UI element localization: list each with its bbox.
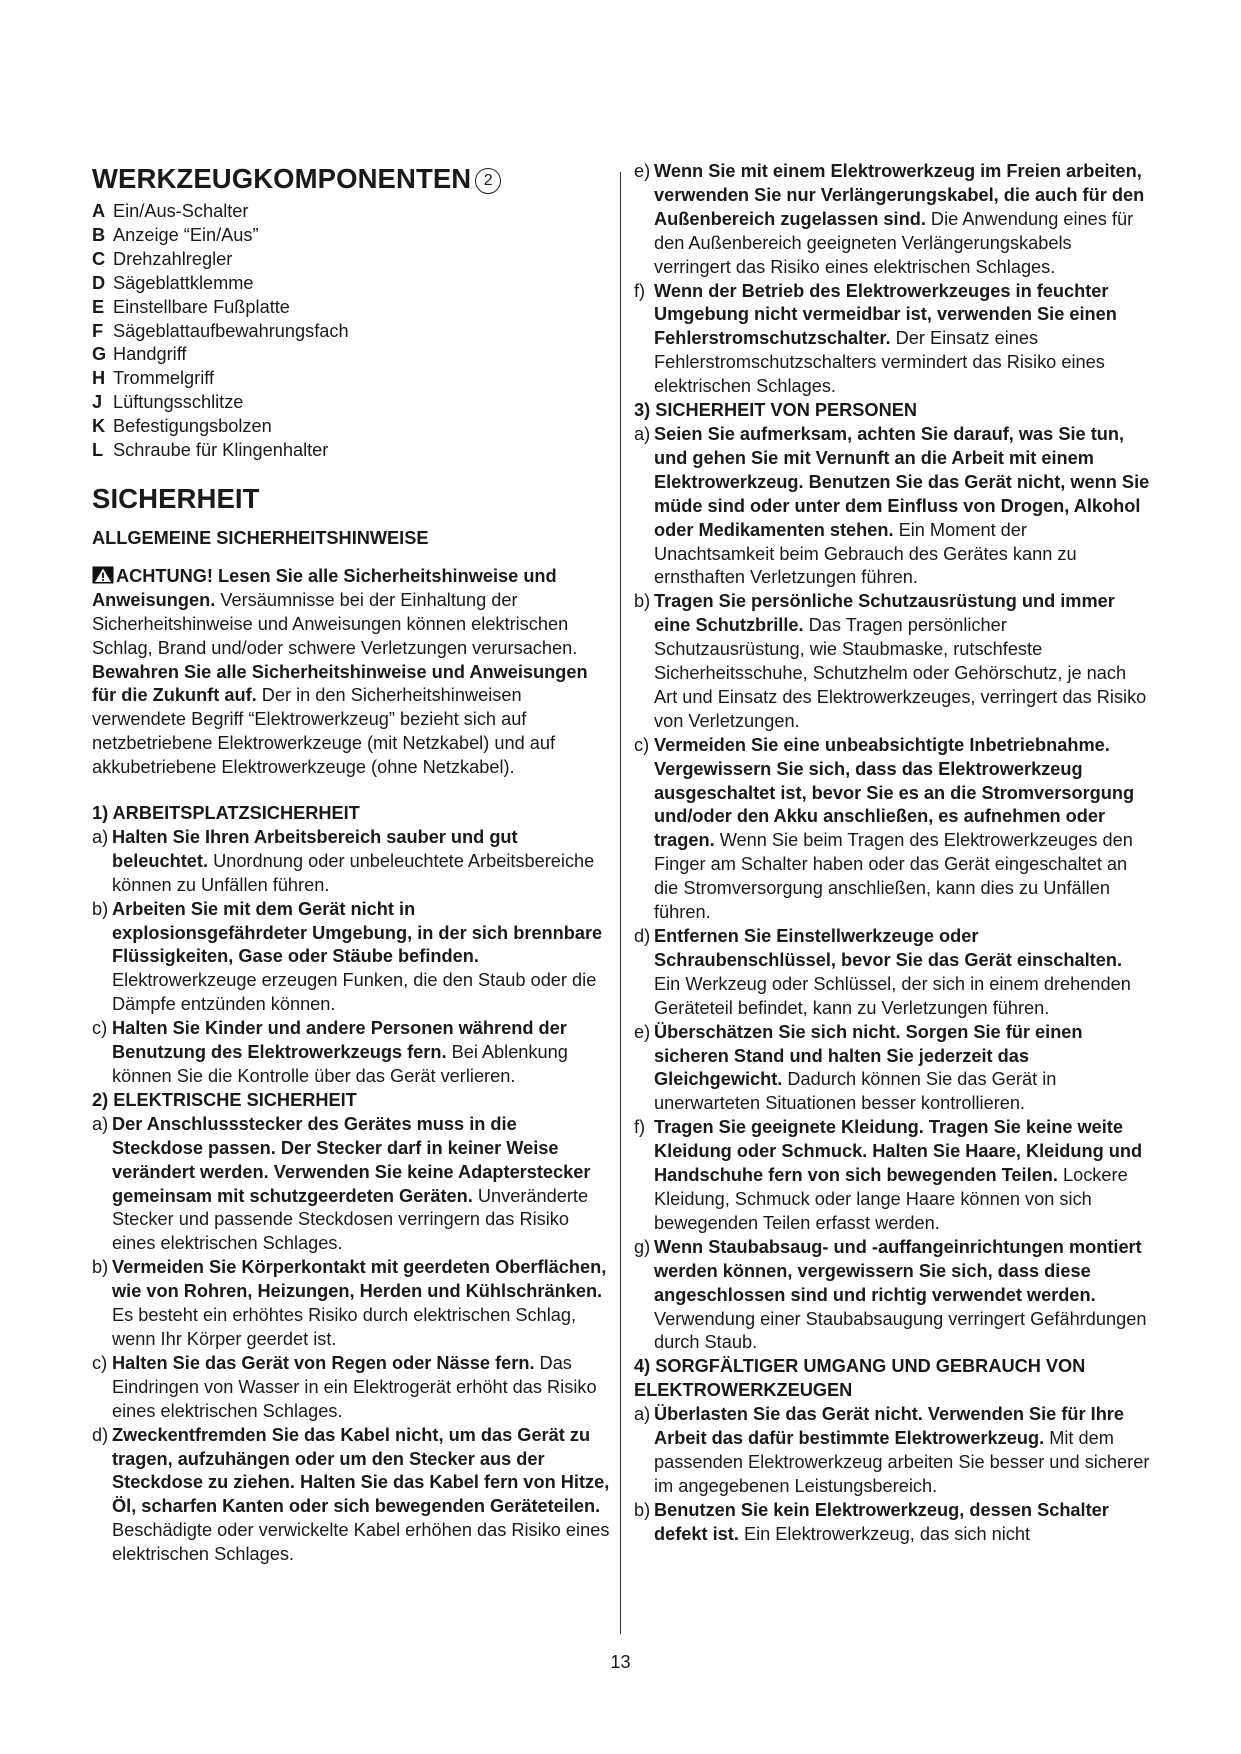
safety-item: c) Halten Sie das Gerät von Regen oder Nässe fern. Das Eindringen von Wasser in ein Elektrogerät erhöht das Risiko eines elektrischen Schlages. xyxy=(92,1352,597,1421)
components-heading xyxy=(92,163,610,195)
safety-item: f) Tragen Sie geeignete Kleidung. Tragen Sie keine weite Kleidung oder Schmuck. Halten Sie Haare, Kleidung und Handschuhe fern von sich bewegenden Teilen. Lockere Kleidung, Schmuck oder lange Haare können von sich bewegenden Teilen erfasst werden. xyxy=(634,1117,1143,1233)
component-item: A Ein/Aus-Schalter xyxy=(92,201,249,221)
component-item: J Lüftungsschlitze xyxy=(92,392,244,413)
section-workplace-title: 1) ARBEITSPLATZSICHERHEIT xyxy=(92,803,360,824)
safety-item: a) Halten Sie Ihren Arbeitsbereich sauber und gut beleuchtet. Unordnung oder unbeleuchtete Arbeitsbereiche können zu Unfällen führen. xyxy=(92,826,595,895)
left-column xyxy=(92,160,610,1567)
component-item: B Anzeige “Ein/Aus” xyxy=(92,224,259,245)
safety-item: d) Entfernen Sie Einstellwerkzeuge oder Schraubenschlüssel, bevor Sie das Gerät einschalten. Ein Werkzeug oder Schlüssel, der sich in einem drehenden Geräteteil befindet, kann zu Verletzungen führen. xyxy=(634,926,1131,1018)
safety-item: e) Überschätzen Sie sich nicht. Sorgen Sie für einen sicheren Stand und halten Sie jederzeit das Gleichgewicht. Dadurch können Sie das Gerät in unerwarteten Situationen besser kontrollieren. xyxy=(634,1021,1083,1114)
safety-item: d) Zweckentfremden Sie das Kabel nicht, um das Gerät zu tragen, aufzuhängen oder um den Stecker aus der Steckdose zu ziehen. Halten Sie das Kabel fern von Hitze, Öl, scharfen Kanten oder sich bewegenden Geräteteilen. Beschädigte oder verwickelte Kabel erhöhen das Risiko eines elektrischen Schlages. xyxy=(92,1424,610,1565)
component-item: C Drehzahlregler xyxy=(92,248,233,269)
warning-book-icon xyxy=(92,566,114,584)
safety-item: c) Vermeiden Sie eine unbeabsichtigte Inbetriebnahme. Vergewissern Sie sich, dass das Elektrowerkzeug ausgeschaltet ist, bevor Sie es an die Stromversorgung und/oder den Akku anschließen, es aufnehmen oder tragen. Wenn Sie beim Tragen des Elektrowerkzeuges den Finger am Schalter haben oder das Gerät eingeschaltet an die Stromversorgung anschließen, kann dies zu Unfällen führen. xyxy=(634,734,1135,923)
component-item: E Einstellbare Fußplatte xyxy=(92,296,290,317)
components-list xyxy=(92,200,610,463)
column-divider xyxy=(620,172,621,1634)
component-item: G Handgriff xyxy=(92,344,187,365)
section-tool-use-title: 4) SORGFÄLTIGER UMGANG UND GEBRAUCH VON ELEKTROWERKZEUGEN xyxy=(634,1356,1086,1401)
component-item: L Schraube für Klingenhalter xyxy=(92,440,329,461)
safety-item: c) Halten Sie Kinder und andere Personen während der Benutzung des Elektrowerkzeugs fern. Bei Ablenkung können Sie die Kontrolle über das Gerät verlieren. xyxy=(92,1018,568,1086)
safety-item: b) Tragen Sie persönliche Schutzausrüstung und immer eine Schutzbrille. Das Tragen persönlicher Schutzausrüstung, wie Staubmaske, rutschfeste Sicherheitsschuhe, Schutzhelm oder Gehörschutz, je nach Art und Einsatz des Elektrowerkzeuges, verringert das Risiko von Verletzungen. xyxy=(634,591,1147,731)
component-item: F Sägeblattaufbewahrungsfach xyxy=(92,320,349,341)
page-number: 13 xyxy=(610,1652,631,1672)
components-title: WERKZEUGKOMPONENTEN xyxy=(92,163,472,194)
safety-item: b) Arbeiten Sie mit dem Gerät nicht in explosionsgefährdeter Umgebung, in der sich brennbare Flüssigkeiten, Gase oder Stäube befinden. Elektrowerkzeuge erzeugen Funken, die den Staub oder die Dämpfe entzünden können. xyxy=(92,898,603,1015)
component-item: H Trommelgriff xyxy=(92,368,215,389)
safety-item: f) Wenn der Betrieb des Elektrowerkzeuges in feuchter Umgebung nicht vermeidbar ist, verwenden Sie einen Fehlerstromschutzschalter. Der Einsatz eines Fehlerstromschutzschalters vermindert das Risiko eines elektrischen Schlages. xyxy=(634,280,1117,397)
general-safety-heading: ALLGEMEINE SICHERHEITSHINWEISE xyxy=(92,527,429,548)
component-item: D Sägeblattklemme xyxy=(92,272,254,293)
safety-item: e) Wenn Sie mit einem Elektrowerkzeug im Freien arbeiten, verwenden Sie nur Verlängerungskabel, die auch für den Außenbereich zugelassen sind. Die Anwendung eines für den Außenbereich geeigneten Verlängerungskabels verringert das Risiko eines elektrischen Schlages. xyxy=(634,161,1145,277)
right-column xyxy=(634,160,1150,1547)
safety-heading: SICHERHEIT xyxy=(92,482,260,514)
safety-item: a) Der Anschlussstecker des Gerätes muss in die Steckdose passen. Der Stecker darf in keiner Weise verändert werden. Verwenden Sie keine Adapterstecker gemeinsam mit schutzgeerdeten Geräten. Unveränderte Stecker und passende Steckdosen verringern das Risiko eines elektrischen Schlages. xyxy=(92,1113,591,1254)
warning-intro: ACHTUNG! Lesen Sie alle Sicherheitshinweise und Anweisungen. Versäumnisse bei der Einhaltung der Sicherheitshinweise und Anweisungen können elektrischen Schlag, Brand und/oder schwere Verletzungen verursachen. Bewahren Sie alle Sicherheitshinweise und Anweisungen für die Zukunft auf. Der in den Sicherheitshinweisen verwendete Begriff “Elektrowerkzeug” bezieht sich auf netzbetriebene Elektrowerkzeuge (mit Netzkabel) und auf akkubetriebene Elektrowerkzeuge (ohne Netzkabel). xyxy=(92,565,588,778)
figure-ref-circle: 2 xyxy=(475,168,501,194)
safety-item: a) Überlasten Sie das Gerät nicht. Verwenden Sie für Ihre Arbeit das dafür bestimmte Elektrowerkzeug. Mit dem passenden Elektrowerkzeug arbeiten Sie besser und sicherer im angegebenen Leistungsbereich. xyxy=(634,1404,1150,1496)
section-electrical-title: 2) ELEKTRISCHE SICHERHEIT xyxy=(92,1089,357,1110)
section-personal-title: 3) SICHERHEIT VON PERSONEN xyxy=(634,400,917,421)
safety-item: b) Benutzen Sie kein Elektrowerkzeug, dessen Schalter defekt ist. Ein Elektrowerkzeug, das sich nicht xyxy=(634,1499,1109,1544)
safety-item: a) Seien Sie aufmerksam, achten Sie darauf, was Sie tun, und gehen Sie mit Vernunft an die Arbeit mit einem Elektrowerkzeug. Benutzen Sie das Gerät nicht, wenn Sie müde sind oder unter dem Einfluss von Drogen, Alkohol oder Medikamenten stehen. Ein Moment der Unachtsamkeit beim Gebrauch des Gerätes kann zu ernsthaften Verletzungen führen. xyxy=(634,423,1150,588)
safety-item: g) Wenn Staubabsaug- und -auffangeinrichtungen montiert werden können, vergewissern Sie sich, dass diese angeschlossen sind und richtig verwendet werden. Verwendung einer Staubabsaugung verringert Gefährdungen durch Staub. xyxy=(634,1236,1147,1353)
safety-item: b) Vermeiden Sie Körperkontakt mit geerdeten Oberflächen, wie von Rohren, Heizungen, Herden und Kühlschränken. Es besteht ein erhöhtes Risiko durch elektrischen Schlag, wenn Ihr Körper geerdet ist. xyxy=(92,1257,607,1349)
component-item: K Befestigungsbolzen xyxy=(92,416,272,437)
